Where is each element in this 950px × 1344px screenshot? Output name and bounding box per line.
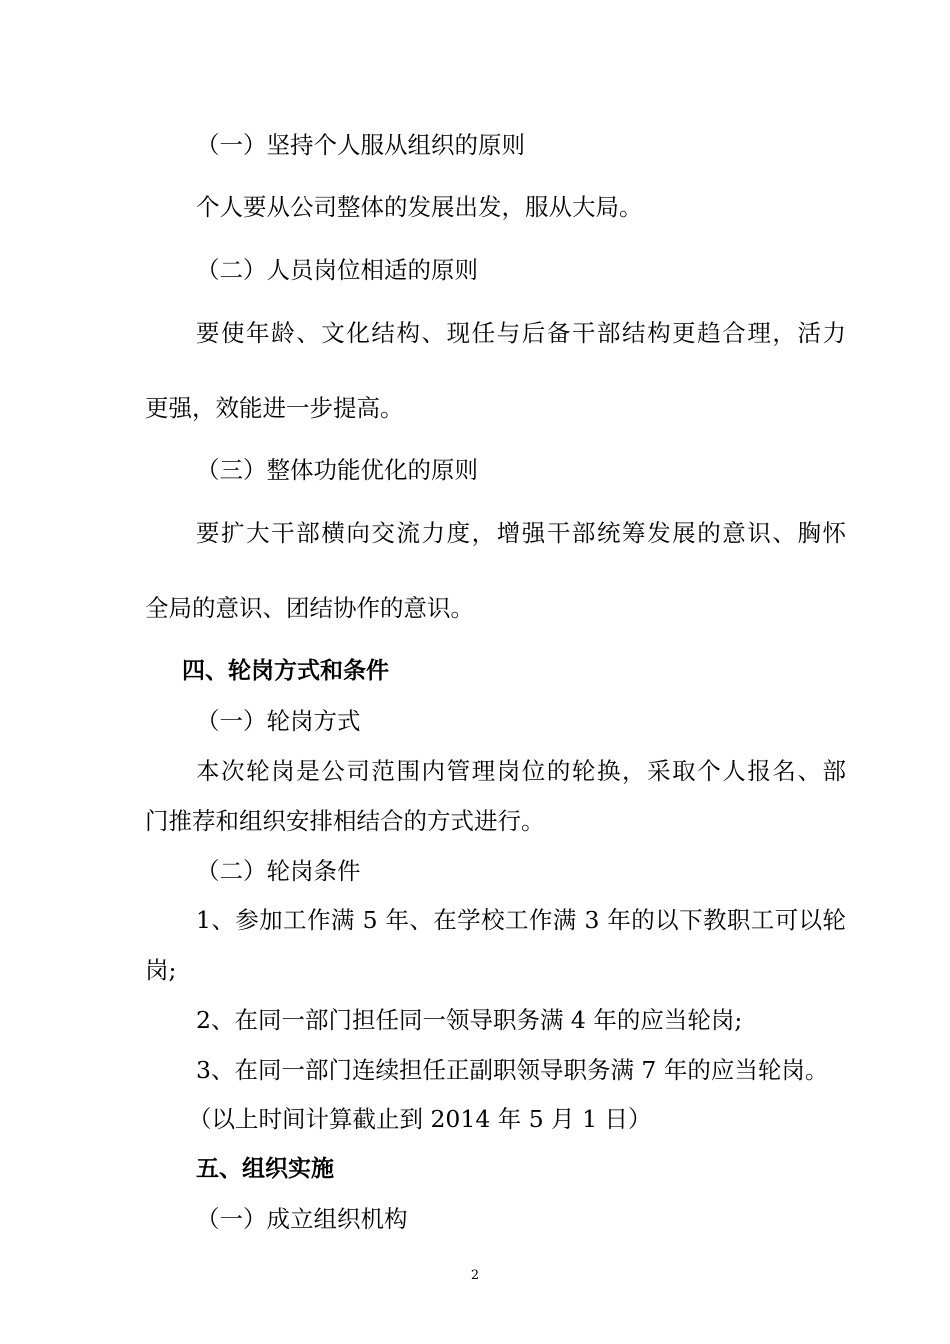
condition-1-line-2: 岗; — [145, 956, 177, 984]
paragraph-2-line-2: 更强，效能进一步提高。 — [145, 394, 404, 422]
section-heading-4: 四、轮岗方式和条件 — [182, 658, 389, 684]
subheading-1: （一）坚持个人服从组织的原则 — [196, 131, 525, 159]
subheading-5-1: （一）成立组织机构 — [196, 1205, 408, 1233]
subheading-4-2: （二）轮岗条件 — [196, 857, 361, 885]
page-number: 2 — [470, 1268, 480, 1283]
subheading-4-1: （一）轮岗方式 — [196, 707, 361, 735]
condition-3: 3、在同一部门连续担任正副职领导职务满 7 年的应当轮岗。 — [196, 1056, 829, 1084]
condition-2: 2、在同一部门担任同一领导职务满 4 年的应当轮岗; — [196, 1006, 743, 1034]
subheading-3: （三）整体功能优化的原则 — [196, 456, 478, 484]
time-note: （以上时间计算截止到 2014 年 5 月 1 日） — [188, 1105, 652, 1133]
condition-1-line-1: 1、参加工作满 5 年、在学校工作满 3 年的以下教职工可以轮 — [196, 906, 846, 934]
paragraph-4-line-2: 门推荐和组织安排相结合的方式进行。 — [145, 807, 545, 835]
paragraph-2-line-1: 要使年龄、文化结构、现任与后备干部结构更趋合理，活力 — [196, 319, 846, 347]
paragraph-3-line-2: 全局的意识、团结协作的意识。 — [145, 594, 474, 622]
paragraph-1: 个人要从公司整体的发展出发，服从大局。 — [196, 193, 643, 221]
subheading-2: （二）人员岗位相适的原则 — [196, 256, 478, 284]
section-heading-5: 五、组织实施 — [196, 1156, 334, 1182]
paragraph-4-line-1: 本次轮岗是公司范围内管理岗位的轮换，采取个人报名、部 — [196, 757, 846, 785]
paragraph-3-line-1: 要扩大干部横向交流力度，增强干部统筹发展的意识、胸怀 — [196, 519, 846, 547]
